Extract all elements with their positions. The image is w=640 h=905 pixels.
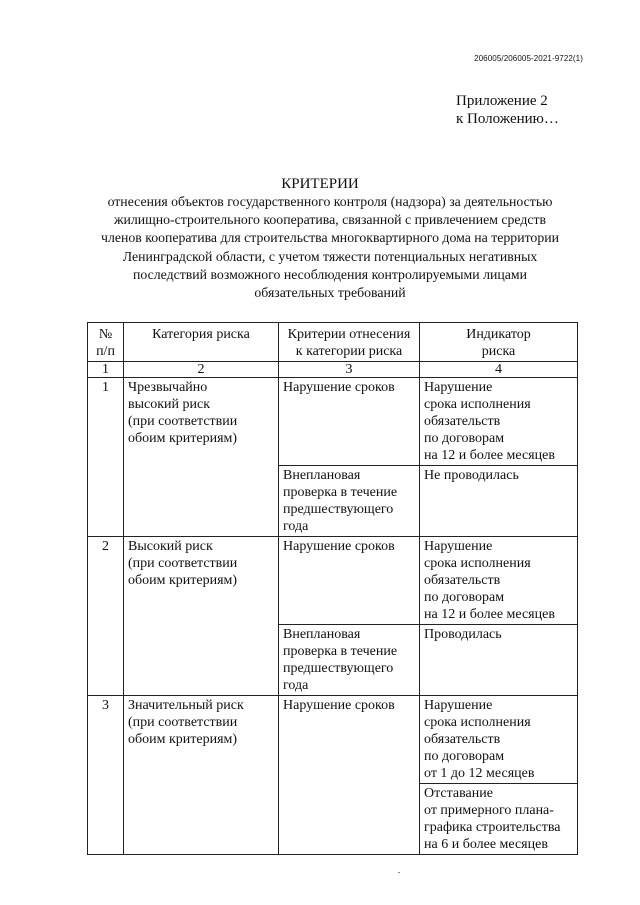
text-line: предшествующего <box>283 502 394 517</box>
row-number: 2 <box>88 537 124 696</box>
text-line: Чрезвычайно <box>128 380 208 395</box>
text-line: на 12 и более месяцев <box>424 607 555 622</box>
text-line: по договорам <box>424 749 505 764</box>
text-line: Внеплановая <box>283 468 361 483</box>
text-line: Нарушение сроков <box>283 539 395 554</box>
column-index: 2 <box>124 362 279 378</box>
risk-indicator <box>420 696 578 784</box>
subtitle-line: обязательных требований <box>254 285 406 301</box>
criteria-table <box>87 322 578 855</box>
page-mark <box>398 872 400 873</box>
text-line: от примерного плана- <box>424 803 554 818</box>
risk-indicator <box>420 625 578 696</box>
text-line: года <box>283 678 309 693</box>
risk-category <box>124 696 279 855</box>
risk-criterion <box>279 466 420 537</box>
text-line: на 12 и более месяцев <box>424 448 555 463</box>
text-line: обоим критериям) <box>128 573 238 588</box>
table-row <box>88 378 578 466</box>
text-line: Внеплановая <box>283 627 361 642</box>
text-line: обоим критериям) <box>128 431 238 446</box>
table-header-row <box>88 323 578 362</box>
risk-category <box>124 537 279 696</box>
column-header <box>88 323 124 362</box>
text-line: обоим критериям) <box>128 732 238 747</box>
text-line: проверка в течение <box>283 485 398 500</box>
appendix-label <box>456 92 559 128</box>
text-line: обязательств <box>424 732 501 747</box>
subtitle-line: членов кооператива для строительства многоквартирного дома на территории <box>101 230 559 246</box>
risk-indicator <box>420 378 578 466</box>
subtitle-line: жилищно-строительного кооператива, связанной с привлечением средств <box>113 212 547 228</box>
subtitle-line: последствий возможного несоблюдения контролируемыми лицами <box>133 266 527 282</box>
text-line: проверка в течение <box>283 644 398 659</box>
text-line: на 6 и более месяцев <box>424 837 548 852</box>
text-line: от 1 до 12 месяцев <box>424 766 535 781</box>
text-line: предшествующего <box>283 661 394 676</box>
document-title: КРИТЕРИИ <box>281 176 359 192</box>
text-line: Не проводилась <box>424 468 519 483</box>
appendix-line: Приложение 2 <box>456 93 548 109</box>
text-line: Нарушение сроков <box>283 698 395 713</box>
table-row <box>88 696 578 784</box>
text-line: п/п <box>96 344 115 359</box>
risk-indicator <box>420 466 578 537</box>
risk-criterion <box>279 378 420 466</box>
risk-criterion <box>279 696 420 855</box>
text-line: Нарушение <box>424 539 493 554</box>
text-line: к категории риска <box>295 344 403 359</box>
text-line: срока исполнения <box>424 556 531 571</box>
text-line: года <box>283 519 309 534</box>
column-index: 3 <box>279 362 420 378</box>
text-line: Категория риска <box>152 327 250 342</box>
text-line: графика строительства <box>424 820 561 835</box>
table-row <box>88 537 578 625</box>
document-id: 206005/206005-2021-9722(1) <box>474 54 583 63</box>
risk-indicator <box>420 784 578 855</box>
column-index: 4 <box>420 362 578 378</box>
text-line: по договорам <box>424 431 505 446</box>
subtitle-line: отнесения объектов государственного контроля (надзора) за деятельностью <box>107 194 553 209</box>
text-line: Нарушение <box>424 380 493 395</box>
text-line: Значительный риск <box>128 698 244 713</box>
text-line: (при соответствии <box>128 715 238 730</box>
text-line: (при соответствии <box>128 414 238 429</box>
text-line: Отставание <box>424 786 493 801</box>
text-line: обязательств <box>424 573 501 588</box>
text-line: срока исполнения <box>424 397 531 412</box>
text-line: риска <box>481 344 516 359</box>
column-index: 1 <box>88 362 124 378</box>
column-header <box>124 323 279 362</box>
column-header <box>279 323 420 362</box>
text-line: Нарушение сроков <box>283 380 395 395</box>
text-line: высокий риск <box>128 397 211 412</box>
risk-indicator <box>420 537 578 625</box>
subtitle-line: Ленинградской области, с учетом тяжести потенциальных негативных <box>122 248 538 264</box>
risk-category <box>124 378 279 537</box>
text-line: Индикатор <box>466 327 531 342</box>
text-line: Высокий риск <box>128 539 213 554</box>
text-line: Проводилась <box>424 627 502 642</box>
text-line: по договорам <box>424 590 505 605</box>
text-line: Критерии отнесения <box>287 327 411 342</box>
text-line: (при соответствии <box>128 556 238 571</box>
appendix-line: к Положению… <box>456 111 559 127</box>
table-index-row <box>88 362 578 378</box>
text-line: Нарушение <box>424 698 493 713</box>
text-line: срока исполнения <box>424 715 531 730</box>
risk-criterion <box>279 537 420 625</box>
row-number: 1 <box>88 378 124 537</box>
text-line: обязательств <box>424 414 501 429</box>
document-subtitle <box>80 193 580 302</box>
column-header <box>420 323 578 362</box>
row-number: 3 <box>88 696 124 855</box>
risk-criterion <box>279 625 420 696</box>
text-line: № <box>98 327 113 342</box>
